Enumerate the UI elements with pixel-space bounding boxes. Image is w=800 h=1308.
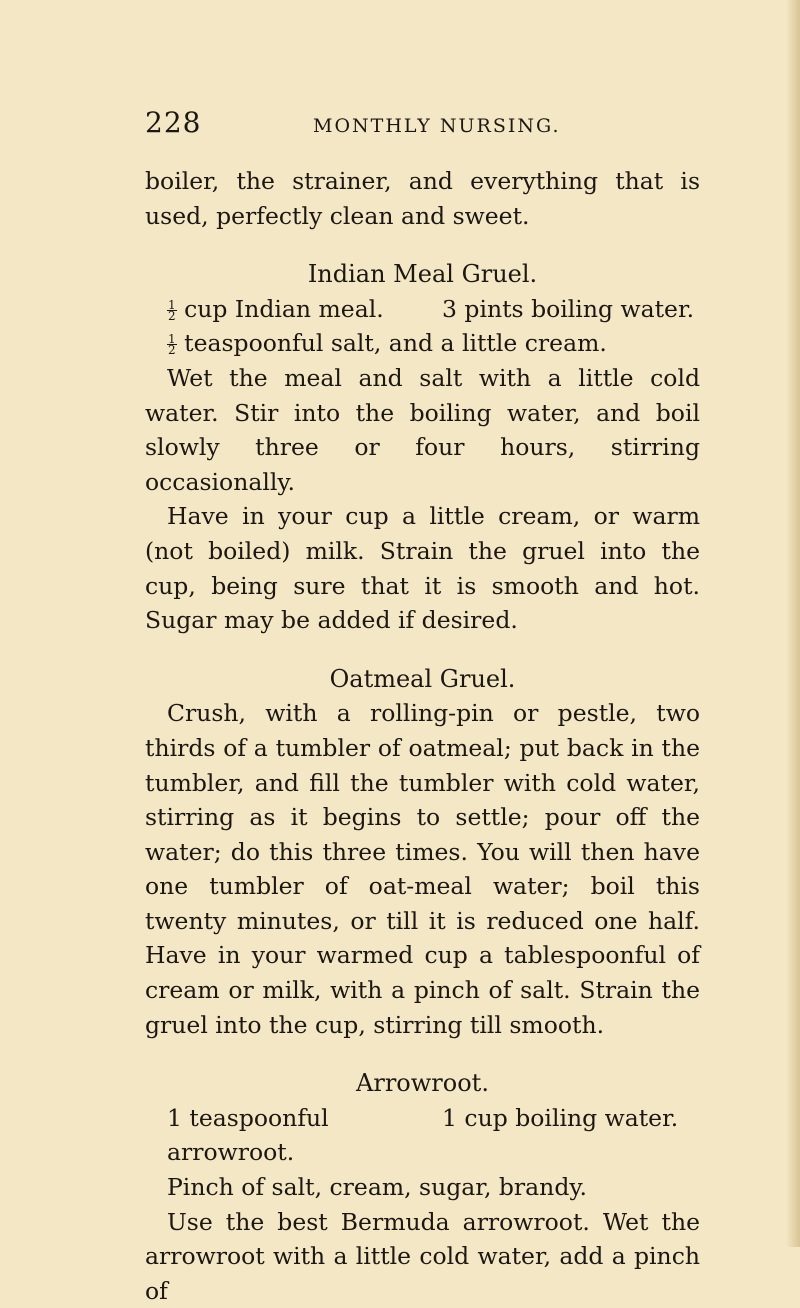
oatmeal-paragraph: Crush, with a rolling-pin or pestle, two thirds of a tumbler of oatmeal; put back in the tumbler, and fill the tumbler with cold water, stirring as it begins to settle; pour off the water; do this three times. You will then have one tumbler of oat-meal water; boil this twenty minutes, or till it is reduced one half. Have in your warmed cup a tablespoonful of cream or milk, with a pinch of salt. Strain the gruel into the cup, stirring till smooth. bbox=[145, 699, 700, 1039]
indian-meal-gruel-title: Indian Meal Gruel. bbox=[307, 260, 538, 289]
arrowroot-paragraph: Use the best Bermuda arrowroot. Wet the arrowroot with a little cold water, add a pinch of bbox=[145, 1207, 700, 1305]
continuation-paragraph: boiler, the strainer, and everything that is used, perfectly clean and sweet. bbox=[145, 167, 700, 230]
page-body bbox=[145, 164, 700, 1308]
arrowroot-ingredients-row bbox=[145, 1101, 700, 1170]
arrowroot-ingredient-3: Pinch of salt, cream, sugar, brandy. bbox=[167, 1173, 587, 1202]
indian-ingredient-2: 3 pints boiling water. bbox=[442, 294, 695, 323]
indian-paragraph-2: Have in your cup a little cream, or warm (not boiled) milk. Strain the gruel into the cup, being sure that it is smooth and hot. Sugar may be added if desired. bbox=[145, 502, 700, 635]
indian-ingredient-3: $\frac{1}{2}$ teaspoonful salt, and a little cream. bbox=[168, 329, 607, 358]
running-head: MONTHLY NURSING. bbox=[313, 115, 561, 137]
indian-paragraph-1: Wet the meal and salt with a little cold water. Stir into the boiling water, and boil slowly three or four hours, stirring occasionally. bbox=[145, 363, 700, 496]
indian-ingredient-1: $\frac{1}{2}$ cup Indian meal. bbox=[168, 294, 384, 323]
fraction-half: $\frac{1}{2}$ bbox=[168, 332, 176, 358]
arrowroot-title: Arrowroot. bbox=[356, 1069, 489, 1098]
indian-ingredients-row bbox=[145, 292, 700, 327]
arrowroot-ingredient-1: 1 teaspoonful arrowroot. bbox=[167, 1103, 329, 1167]
page-edge bbox=[786, 0, 800, 1247]
page-header bbox=[145, 106, 700, 146]
arrowroot-ingredient-2: 1 cup boiling water. bbox=[442, 1103, 679, 1132]
oatmeal-gruel-title: Oatmeal Gruel. bbox=[329, 664, 516, 693]
page-number: 228 bbox=[145, 106, 202, 139]
fraction-half: $\frac{1}{2}$ bbox=[168, 297, 176, 323]
